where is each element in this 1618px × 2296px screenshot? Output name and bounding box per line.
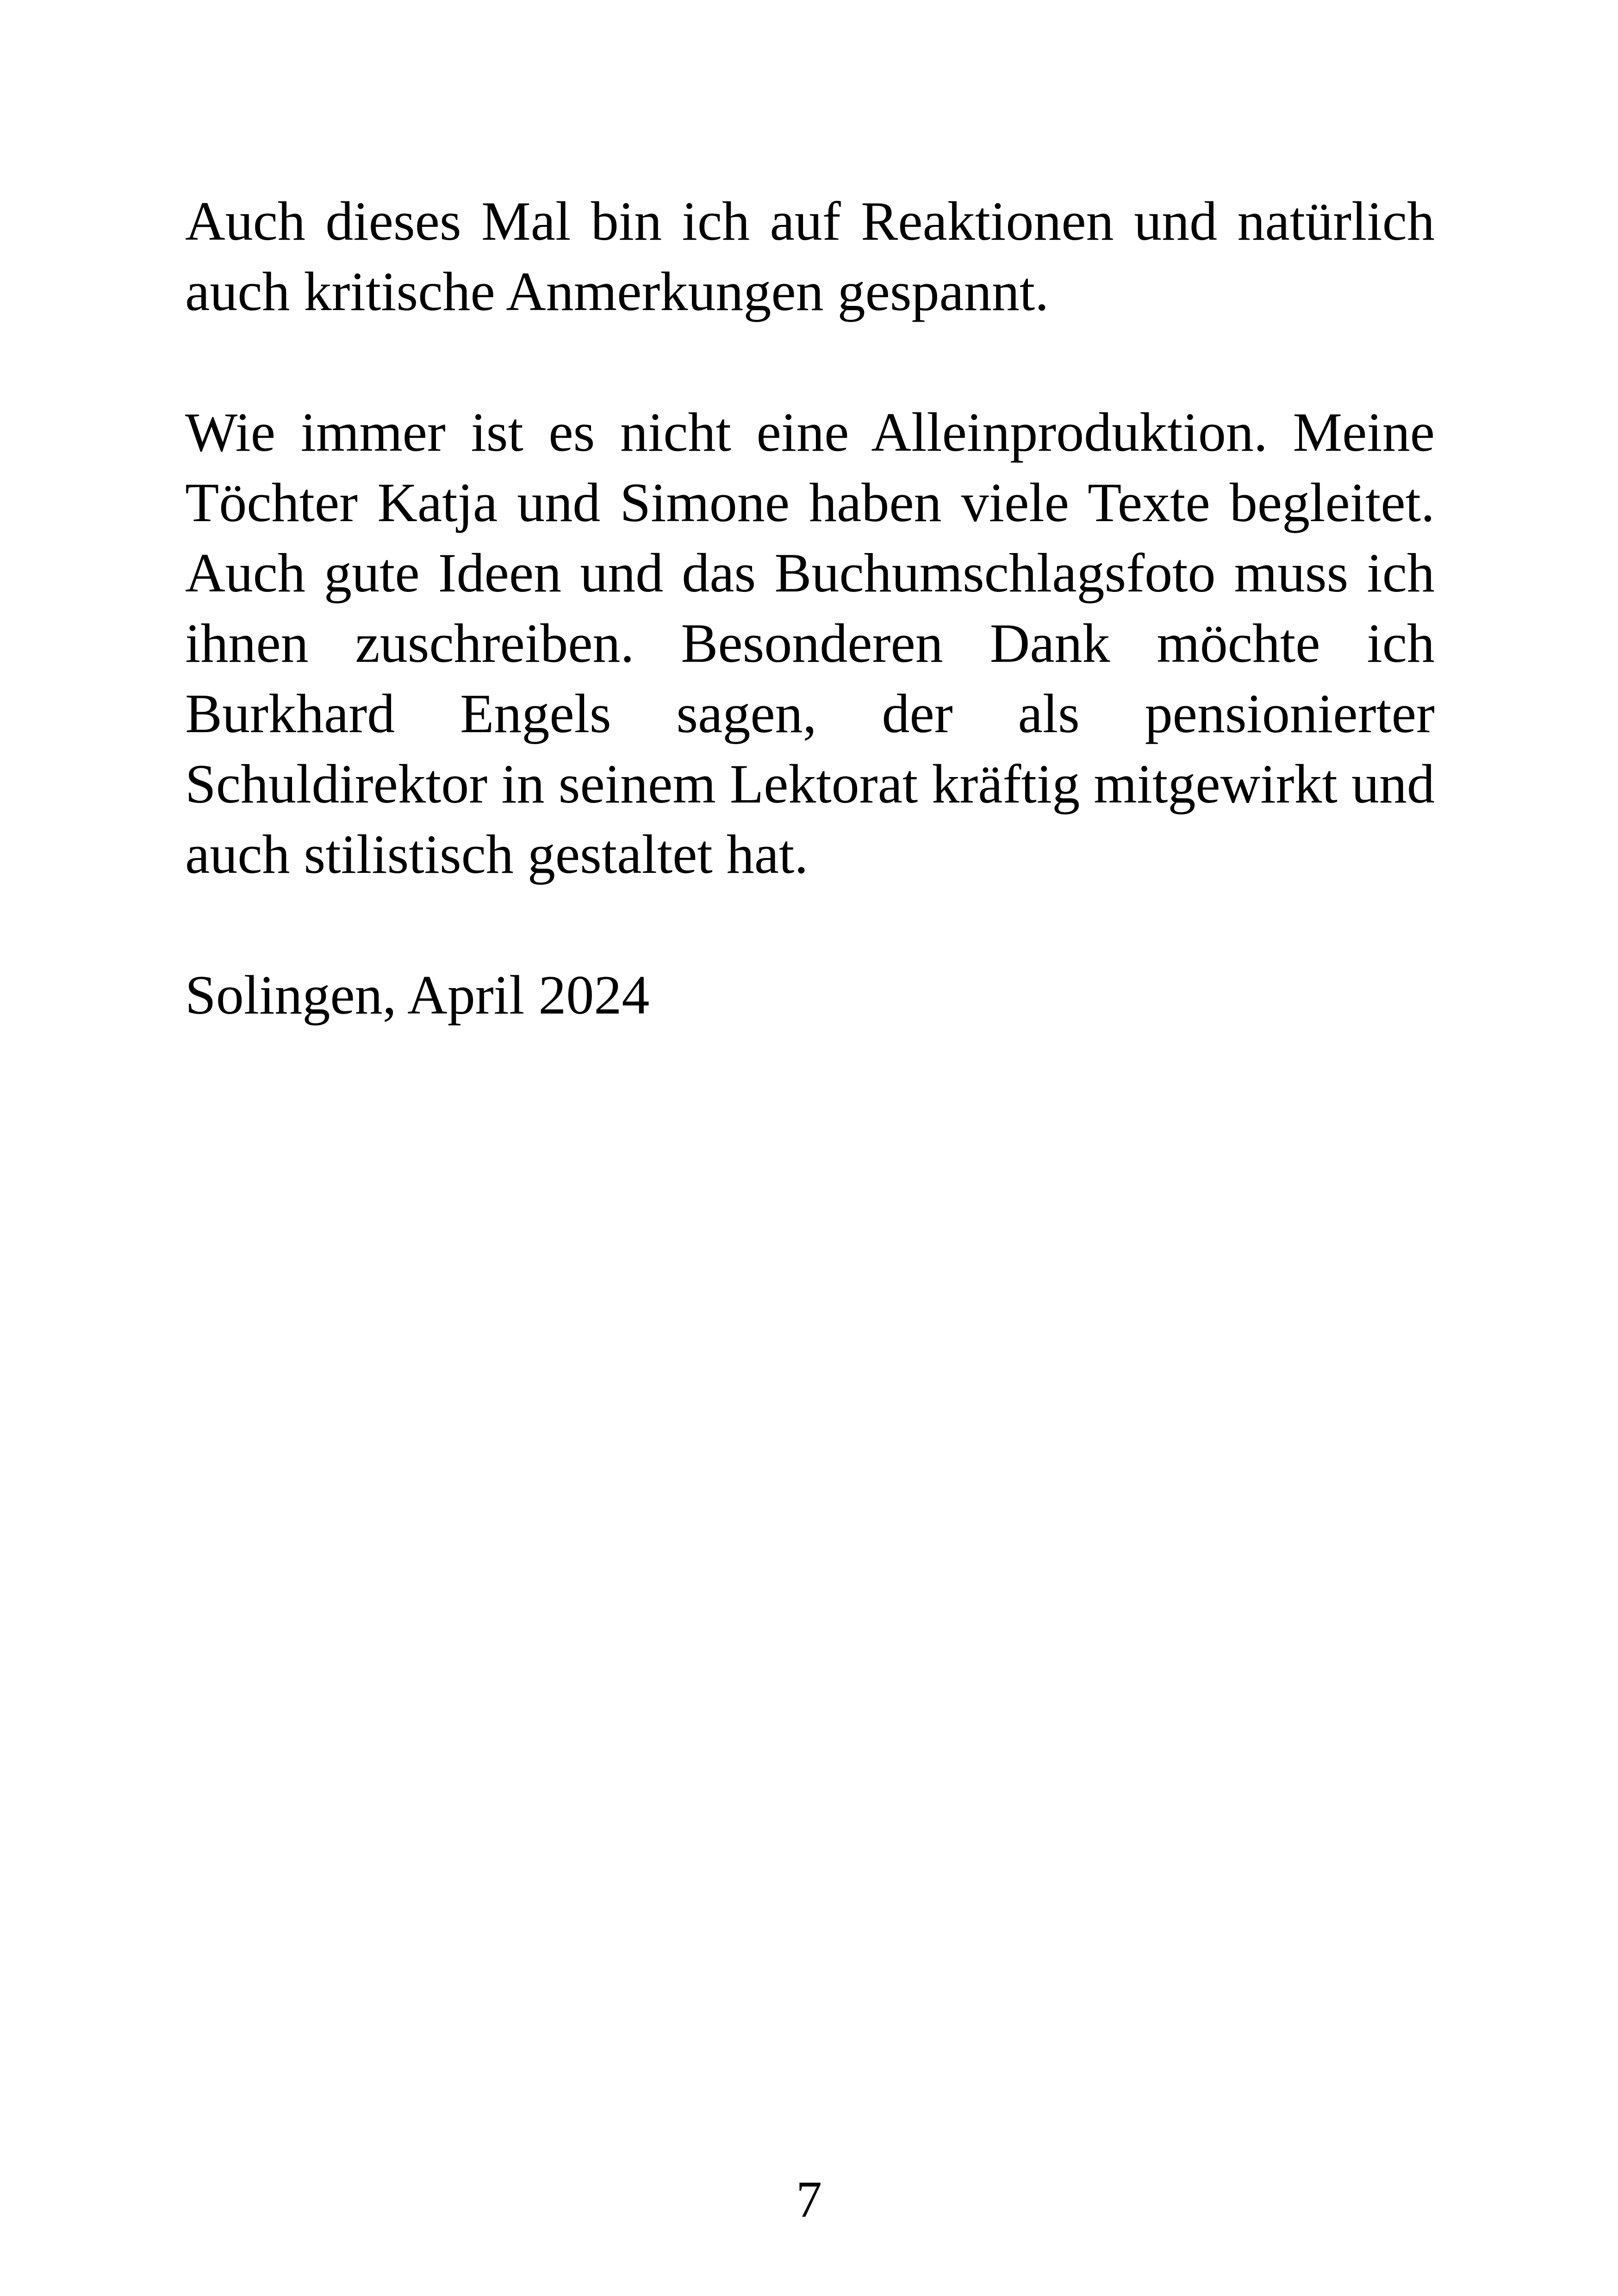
page-body bbox=[185, 186, 1435, 1030]
paragraph-acknowledgements: Wie immer ist es nicht eine Alleinproduktion. Meine Töchter Katja und Simone haben viele Texte begleitet. Auch gute Ideen und das Buchumschlagsfoto muss ich ihnen zuschreiben. Besonderen Dank möchte ich Burkhard Engels sagen, der als pensionierter Schuldirektor in seinem Lektorat kräftig mitgewirkt und auch stilistisch gestaltet hat. bbox=[185, 401, 1435, 885]
dateline: Solingen, April 2024 bbox=[185, 964, 650, 1026]
paragraph-feedback: Auch dieses Mal bin ich auf Reaktionen und natürlich auch kritische Anmerkungen gespannt. bbox=[185, 190, 1435, 322]
page-number: 7 bbox=[796, 2171, 822, 2228]
